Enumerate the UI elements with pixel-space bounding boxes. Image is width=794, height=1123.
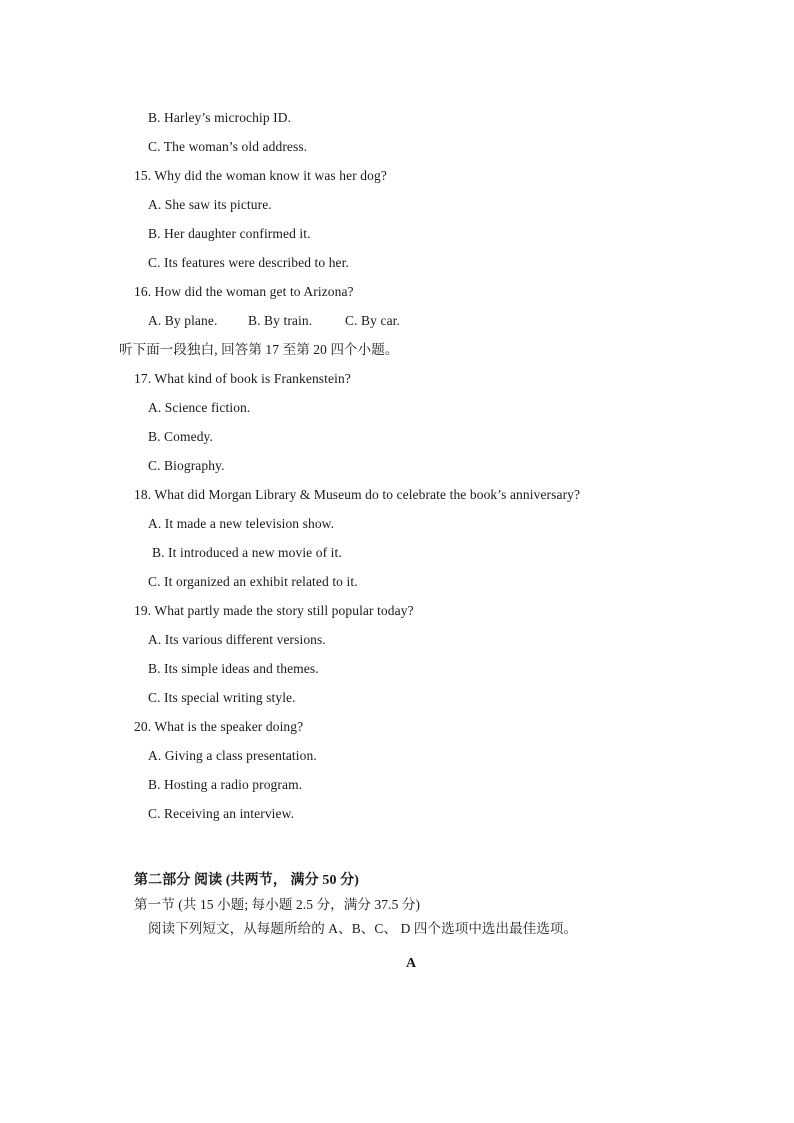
- q19-option-c: C. Its special writing style.: [148, 690, 296, 705]
- q17-question: 17. What kind of book is Frankenstein?: [134, 371, 351, 386]
- section1-heading: 第一节 (共 15 小题; 每小题 2.5 分，满分 37.5 分): [134, 897, 421, 912]
- q17-option-c: C. Biography.: [148, 458, 225, 473]
- passage-label: A: [406, 956, 417, 971]
- q16-question: 16. How did the woman get to Arizona?: [134, 284, 354, 299]
- monologue-instruction: 听下面一段独白, 回答第 17 至第 20 四个小题。: [119, 342, 399, 357]
- q15-option-c: C. Its features were described to her.: [148, 255, 349, 270]
- q18-option-b: B. It introduced a new movie of it.: [152, 545, 342, 560]
- q14-option-b: B. Harley’s microchip ID.: [148, 110, 292, 125]
- q16-options: [148, 313, 400, 329]
- reading-instruction: 阅读下列短文，从每题所给的 A、B、C、 D 四个选项中选出最佳选项。: [148, 921, 578, 936]
- q20-option-a: A. Giving a class presentation.: [148, 748, 317, 763]
- q19-question: 19. What partly made the story still popular today?: [134, 603, 414, 618]
- q15-option-a: A. She saw its picture.: [148, 197, 272, 212]
- q20-option-b: B. Hosting a radio program.: [148, 777, 303, 792]
- q18-option-a: A. It made a new television show.: [148, 516, 335, 531]
- part2-heading: 第二部分 阅读 (共两节， 满分 50 分): [134, 873, 360, 888]
- q17-option-a: A. Science fiction.: [148, 400, 251, 415]
- q16-option-a: A. By plane.: [148, 313, 218, 328]
- q18-option-c: C. It organized an exhibit related to it.: [148, 574, 358, 589]
- q20-question: 20. What is the speaker doing?: [134, 719, 304, 734]
- q16-option-b: B. By train.: [248, 313, 313, 328]
- q17-option-b: B. Comedy.: [148, 429, 213, 444]
- q15-option-b: B. Her daughter confirmed it.: [148, 226, 311, 241]
- q19-option-b: B. Its simple ideas and themes.: [148, 661, 319, 676]
- q14-option-c: C. The woman’s old address.: [148, 139, 308, 154]
- q15-question: 15. Why did the woman know it was her dog?: [134, 168, 387, 183]
- q16-option-c: C. By car.: [345, 313, 400, 328]
- q20-option-c: C. Receiving an interview.: [148, 806, 295, 821]
- q18-question: 18. What did Morgan Library & Museum do to celebrate the book’s anniversary?: [134, 487, 581, 502]
- q19-option-a: A. Its various different versions.: [148, 632, 326, 647]
